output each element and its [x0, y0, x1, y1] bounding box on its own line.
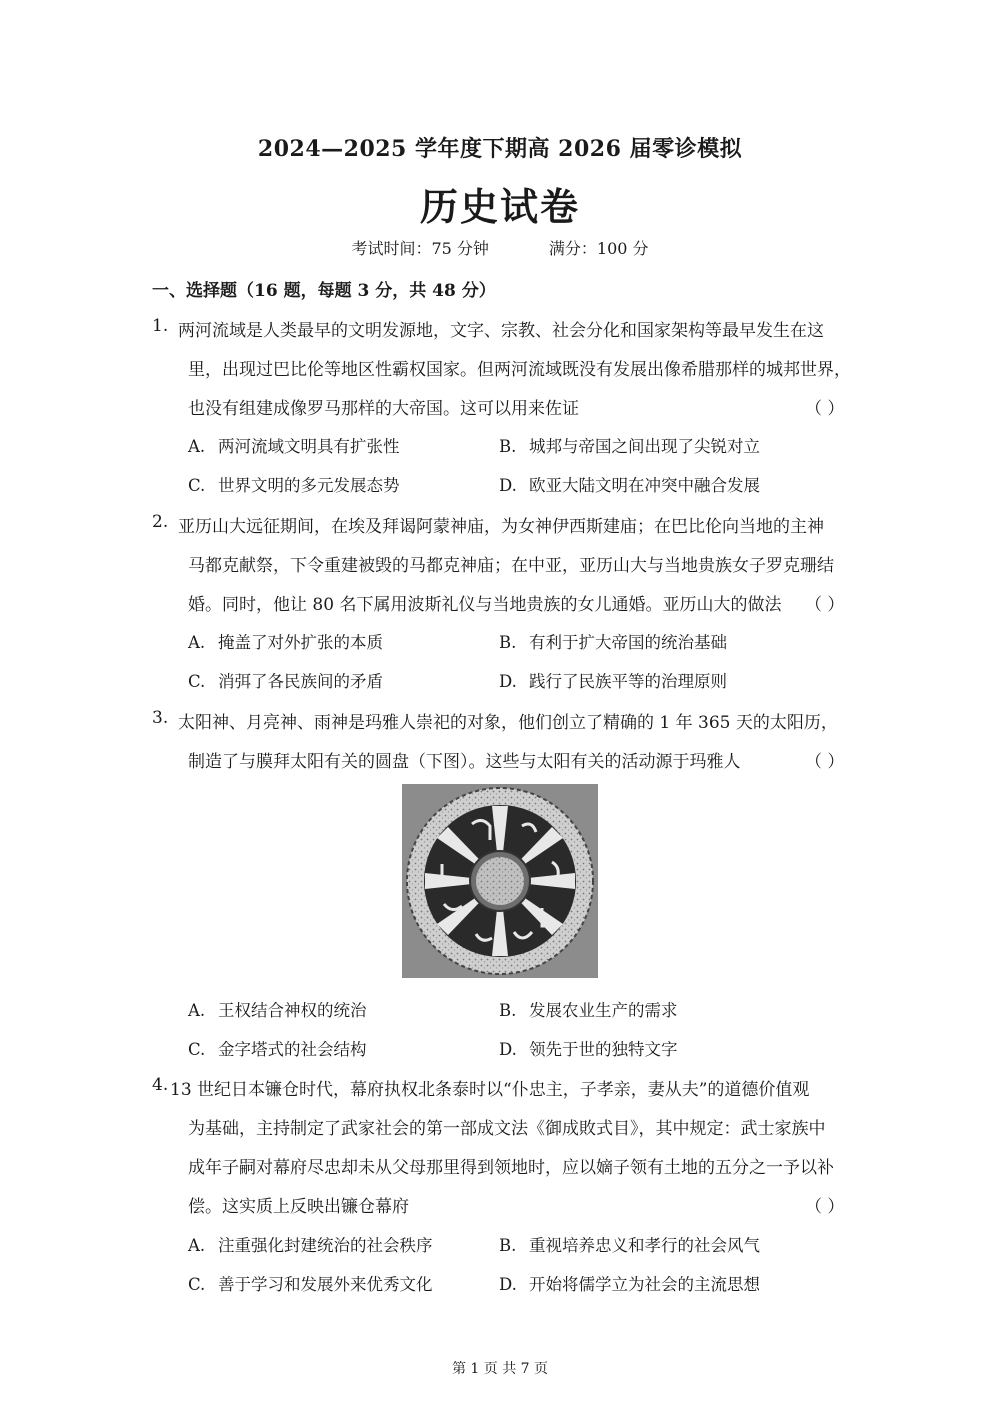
- question-4-line: 成年子嗣对幕府尽忠却未从父母那里得到领地时，应以嫡子领有土地的五分之一予以补: [188, 1158, 834, 1178]
- section-title: 一、选择题（16 题，每题 3 分，共 48 分）: [152, 281, 496, 301]
- question-4-number: 4.: [152, 1075, 169, 1095]
- option-b: B. 重视培养忠义和孝行的社会风气: [499, 1236, 760, 1255]
- option-a: A. 注重强化封建统治的社会秩序: [188, 1236, 433, 1255]
- option-b: B. 发展农业生产的需求: [499, 1001, 678, 1020]
- option-a: A. 两河流域文明具有扩张性: [188, 437, 400, 456]
- question-4-line: 为基础，主持制定了武家社会的第一部成文法《御成敗式目》，其中规定：武士家族中: [188, 1119, 826, 1139]
- maya-sun-disc-image: [402, 784, 598, 978]
- question-3-number: 3.: [152, 708, 169, 728]
- option-c: C. 善于学习和发展外来优秀文化: [188, 1275, 433, 1294]
- option-c: C. 消弭了各民族间的矛盾: [188, 672, 383, 691]
- option-b: B. 城邦与帝国之间出现了尖锐对立: [499, 437, 760, 456]
- question-3-line: 制造了与膜拜太阳有关的圆盘（下图）。这些与太阳有关的活动源于玛雅人: [188, 752, 741, 772]
- sun-disc-icon: [402, 784, 598, 978]
- question-3-line: 太阳神、月亮神、雨神是玛雅人崇祀的对象，他们创立了精确的 1 年 365 天的太阳历，: [178, 713, 838, 733]
- question-1-line: 里，出现过巴比伦等地区性霸权国家。但两河流域既没有发展出像希腊那样的城邦世界，: [188, 360, 851, 380]
- answer-paren: （ ）: [805, 595, 845, 615]
- option-a: A. 王权结合神权的统治: [188, 1001, 367, 1020]
- question-1-number: 1.: [152, 316, 169, 336]
- question-1-line: 也没有组建成像罗马那样的大帝国。这可以用来佐证: [188, 399, 579, 419]
- exam-subtitle: 2024—2025 学年度下期高 2026 届零诊模拟: [257, 136, 743, 162]
- option-d: D. 践行了民族平等的治理原则: [499, 672, 727, 691]
- option-c: C. 世界文明的多元发展态势: [188, 476, 400, 495]
- answer-paren: （ ）: [805, 399, 845, 419]
- answer-paren: （ ）: [805, 1197, 845, 1217]
- question-2-line: 婚。同时，他让 80 名下属用波斯礼仪与当地贵族的女儿通婚。亚历山大的做法: [188, 595, 782, 615]
- exam-info: [0, 236, 1000, 259]
- question-2-number: 2.: [152, 512, 169, 532]
- option-d: D. 开始将儒学立为社会的主流思想: [499, 1275, 760, 1294]
- question-2-line: 亚历山大远征期间，在埃及拜谒阿蒙神庙，为女神伊西斯建庙；在巴比伦向当地的主神: [178, 517, 824, 537]
- answer-paren: （ ）: [805, 752, 845, 772]
- option-a: A. 掩盖了对外扩张的本质: [188, 633, 383, 652]
- question-1-line: 两河流域是人类最早的文明发源地，文字、宗教、社会分化和国家架构等最早发生在这: [178, 321, 824, 341]
- option-b: B. 有利于扩大帝国的统治基础: [499, 633, 727, 652]
- exam-score: 满分：100 分: [548, 239, 649, 258]
- page-title: 历史试卷: [419, 184, 580, 229]
- option-c: C. 金字塔式的社会结构: [188, 1040, 367, 1059]
- exam-time: 考试时间：75 分钟: [351, 239, 489, 258]
- question-4-line: 13 世纪日本镰仓时代，幕府执权北条泰时以“仆忠主，子孝亲，妻从夫”的道德价值观: [170, 1080, 810, 1100]
- question-4-line: 偿。这实质上反映出镰仓幕府: [188, 1197, 409, 1217]
- option-d: D. 欧亚大陆文明在冲突中融合发展: [499, 476, 760, 495]
- page-number: 第 1 页 共 7 页: [451, 1361, 549, 1377]
- question-2-line: 马都克献祭，下令重建被毁的马都克神庙；在中亚，亚历山大与当地贵族女子罗克珊结: [188, 556, 834, 576]
- option-d: D. 领先于世的独特文字: [499, 1040, 678, 1059]
